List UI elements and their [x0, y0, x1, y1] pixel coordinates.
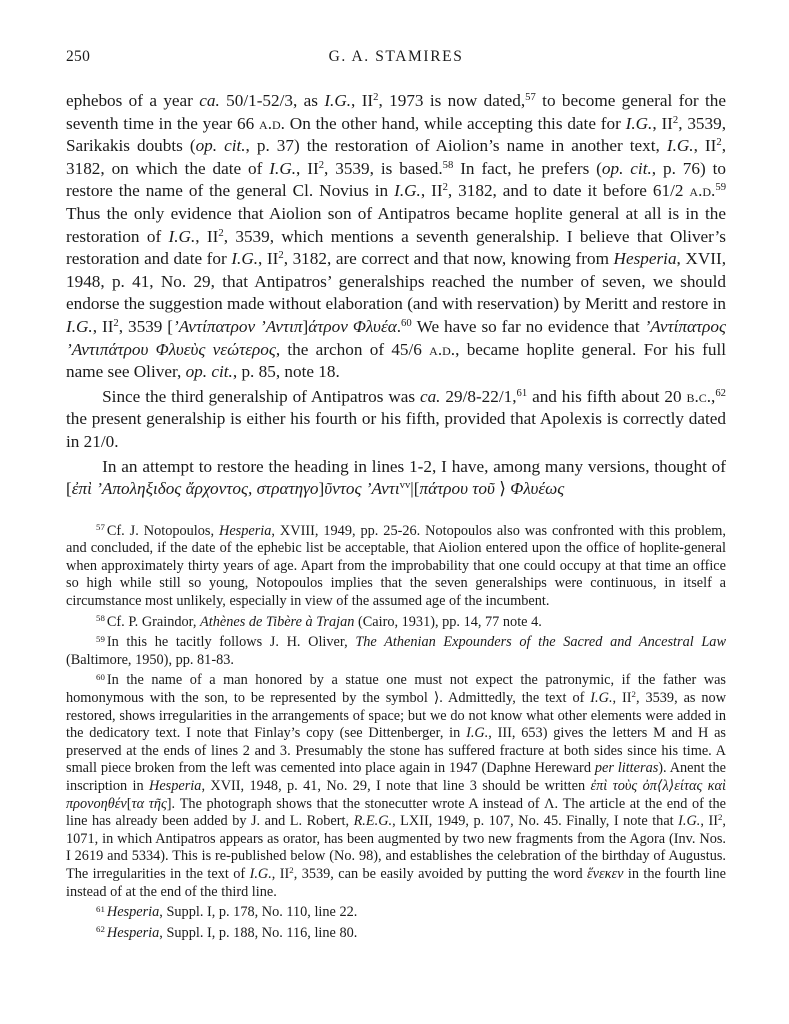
- superscript: 57: [525, 92, 536, 104]
- superscript: 59: [715, 182, 727, 194]
- footnote-number: 58: [96, 613, 105, 624]
- italic-text: Hesperia: [613, 249, 677, 269]
- page-header: [66, 48, 726, 74]
- footnote: $^{60}$ In the name of a man honored by a statue one must not expect the patronymic, if the father was homonymous with the son, to be represented by the symbol ⟩. Admittedly, the text of I.G., $II^2$, 3539, as now restored, shows irregularities in the arrangements of space; but we do not know what other elements were added in the dedicatory text. I note that Finlay’s copy (see Dittenberger, in I.G., III, 653) gives the letters M and H as preserved at the ends of lines 2 and 3. Presumably the stone has suffered fracture at both sides since his time. A small piece broken from the left was cemented into place again in 1947 (Daphne Hereward per litteras). Anent the inscription in Hesperia, XVII, 1948, p. 41, No. 29, I note that line 3 should be written ἐπὶ τοὺς ὀπ⟨λ⟩είτας καὶ προνοηθέν[τα τῆς]. The photograph shows that the stonecutter wrote A instead of Λ. The article at the end of the line has already been added by J. and L. Robert, R.E.G., LXII, 1949, p. 107, No. 45. Finally, I note that I.G., $II^2$, 1071, in which Antipatros appears as orator, has been augmented by two new fragments from the Agora (Inv. Nos. I 2619 and 5334). This is re-published below (No. 98), and establishes the celebration of the birthday of Augustus. The irregularities in the text of I.G., $II^2$, 3539, can be easily avoided by putting the word ἕνεκεν in the fourth line instead of at the end of the third line.: [66, 672, 727, 900]
- italic-text: I.G.: [678, 813, 701, 830]
- italic-text: I.G.: [625, 113, 653, 133]
- italic-text: I.G.: [666, 136, 694, 156]
- italic-text: Φλυέως: [510, 479, 565, 499]
- italic-text: I.G.: [249, 865, 272, 882]
- italic-text: ἐπὶ τοὺς ὀπ⟨λ⟩είτας καὶ προνοηθέν: [66, 778, 726, 812]
- footnote-number: 57: [96, 522, 105, 533]
- superscript: 61: [516, 387, 528, 399]
- italic-text: ca.: [199, 91, 220, 110]
- body-paragraph: ephebos of a year ca. 50/1-52/3, as I.G., $II^2$, 1973 is now dated,$^{57}$ to become general for the seventh time in the year 66 a.d. On the other hand, while accepting this date for I.G., $II^2$, 3539, Sarikakis doubts (op. cit., p. 37) the restoration of Aiolion’s name in another text, I.G., $II^2$, 3182, on which the date of I.G., $II^2$, 3539, is based.$^{58}$ In fact, he prefers (op. cit., p. 76) to restore the name of the general Cl. Novius in I.G., $II^2$, 3182, and to date it before 61/2 a.d.$^{59}$ Thus the only evidence that Aiolion son of Antipatros became hoplite general at all is in the restoration of I.G., $II^2$, 3539, which mentions a seventh generalship. I believe that Oliver’s restoration and date for I.G., $II^2$, 3182, are correct and that now, knowing from Hesperia, XVII, 1948, p. 41, No. 29, that Antipatros’ generalships reached the number of seven, we should endorse the suggestion made without elaboration (and with reservation) by Meritt and restore in I.G., $II^2$, 3539 [’Αντίπατρον ’Αντιπ]άτρον Φλυέα.$^{60}$ We have so far no evidence that ’Αντίπατρος ’Αντιπάτρου Φλυεὺς νεώτερος, the archon of 45/6 a.d., became hoplite general. For his full name see Oliver, op. cit., p. 85, note 18.: [66, 91, 727, 382]
- running-head: G. A. STAMIRES: [328, 48, 464, 65]
- italic-text: op. cit.: [601, 158, 652, 178]
- italic-text: τα τῆς: [131, 795, 167, 812]
- italic-text: I.G.: [269, 158, 297, 178]
- body-paragraph: Since the third generalship of Antipatros was ca. 29/8-22/1,61 and his fifth about 20 b.c.,$^{62}$ the present generalship is either his fourth or his fifth, provided that Apolexis is correctly dated in 21/0.: [66, 386, 726, 451]
- italic-text: ca.: [419, 386, 441, 406]
- italic-text: ’Αντίπατρος ’Αντιπάτρου Φλυεὺς νεώτερος: [66, 316, 726, 359]
- footnote: $^{62}$ Hesperia, Suppl. I, p. 188, No. 116, line 80.: [96, 924, 358, 941]
- superscript: 62: [715, 387, 726, 399]
- footnote-number: 60: [96, 672, 105, 683]
- footnotes: [66, 523, 726, 943]
- footnote: $^{57}$ Cf. J. Notopoulos, Hesperia, XVIII, 1949, pp. 25-26. Notopoulos also was confronted with this problem, and concluded, if the date of the ephebic list be acceptable, that Aiolion entered upon the office of hoplite-general when approximately thirty years of age. Apart from the improbability that one could occupy at that time an office so high while still so young, Notopoulos implies that the seven generalships were continuous, in itself a circumstance most unlikely, especially in view of the assumed age of the incumbent.: [66, 522, 726, 610]
- italic-text: I.G.: [66, 316, 93, 336]
- italic-text: R.E.G.: [353, 813, 393, 830]
- italic-text: Athènes de Tibère à Trajan: [200, 613, 355, 630]
- superscript: 2: [717, 812, 723, 823]
- footnote: $^{58}$ Cf. P. Graindor, Athènes de Tibère à Trajan (Cairo, 1931), pp. 14, 77 note 4.: [96, 613, 542, 630]
- body-text: [66, 90, 726, 501]
- italic-text: I.G.: [394, 181, 421, 201]
- superscript: 2: [631, 689, 636, 700]
- small-caps-text: a.d.: [429, 339, 456, 359]
- page-number: 250: [66, 48, 91, 65]
- superscript: 2: [442, 182, 448, 194]
- superscript: 2: [113, 318, 119, 330]
- italic-text: I.G.: [466, 725, 489, 742]
- italic-text: The Athenian Expounders of the Sacred and Ancestral Law: [355, 634, 726, 651]
- footnote-number: 62: [96, 924, 105, 935]
- footnote: $^{59}$ In this he tacitly follows J. H. Oliver, The Athenian Expounders of the Sacred and Ancestral Law (Baltimore, 1950), pp. 81-83.: [66, 633, 726, 668]
- italic-text: Hesperia: [149, 778, 202, 794]
- superscript: 60: [401, 318, 412, 330]
- body-paragraph: In an attempt to restore the heading in lines 1-2, I have, among many versions, thought of [ἐπὶ ’Αποληξιδος ἄρχοντος, στρατηγο]ῦντος ’Αντι$^{vv}$|[πάτρου τοῦ ⟩ Φλυέως: [66, 456, 726, 499]
- italic-text: I.G.: [590, 690, 613, 707]
- italic-text: Hesperia: [106, 924, 160, 941]
- small-caps-text: a.d.: [689, 181, 716, 201]
- superscript: 2: [278, 250, 284, 262]
- footnote: $^{61}$ Hesperia, Suppl. I, p. 178, No. 110, line 22.: [96, 903, 358, 921]
- page: [66, 48, 726, 942]
- superscript: 58: [442, 159, 454, 171]
- italic-text: Hesperia: [106, 904, 160, 921]
- italic-text: I.G.: [324, 91, 352, 110]
- italic-text: ’Αντίπατρον ’Αντιπ: [173, 316, 303, 336]
- italic-text: ἐπὶ ’Αποληξιδος ἄρχοντος, στρατηγο: [71, 479, 319, 499]
- small-caps-text: b.c.: [686, 386, 712, 406]
- footnote-number: 61: [96, 903, 105, 914]
- footnote-number: 59: [96, 633, 105, 644]
- italic-text: I.G.: [231, 249, 259, 269]
- italic-text: ῦντος ’Αντι: [324, 479, 400, 499]
- italic-text: πάτρου τοῦ: [419, 479, 495, 499]
- superscript: vv: [399, 480, 411, 492]
- italic-text: Hesperia: [219, 522, 272, 539]
- small-caps-text: a.d.: [259, 113, 285, 133]
- italic-text: op. cit.: [195, 136, 246, 156]
- superscript: 2: [373, 92, 379, 104]
- italic-text: άτρον Φλυέα: [308, 316, 397, 336]
- italic-text: I.G.: [168, 226, 196, 246]
- italic-text: ἕνεκεν: [587, 865, 624, 882]
- italic-text: op. cit.: [185, 362, 233, 382]
- superscript: 2: [218, 227, 224, 239]
- superscript: 2: [318, 159, 325, 171]
- superscript: 2: [672, 114, 679, 126]
- superscript: 2: [716, 137, 722, 149]
- superscript: 2: [289, 865, 294, 876]
- italic-text: per litteras: [594, 760, 659, 777]
